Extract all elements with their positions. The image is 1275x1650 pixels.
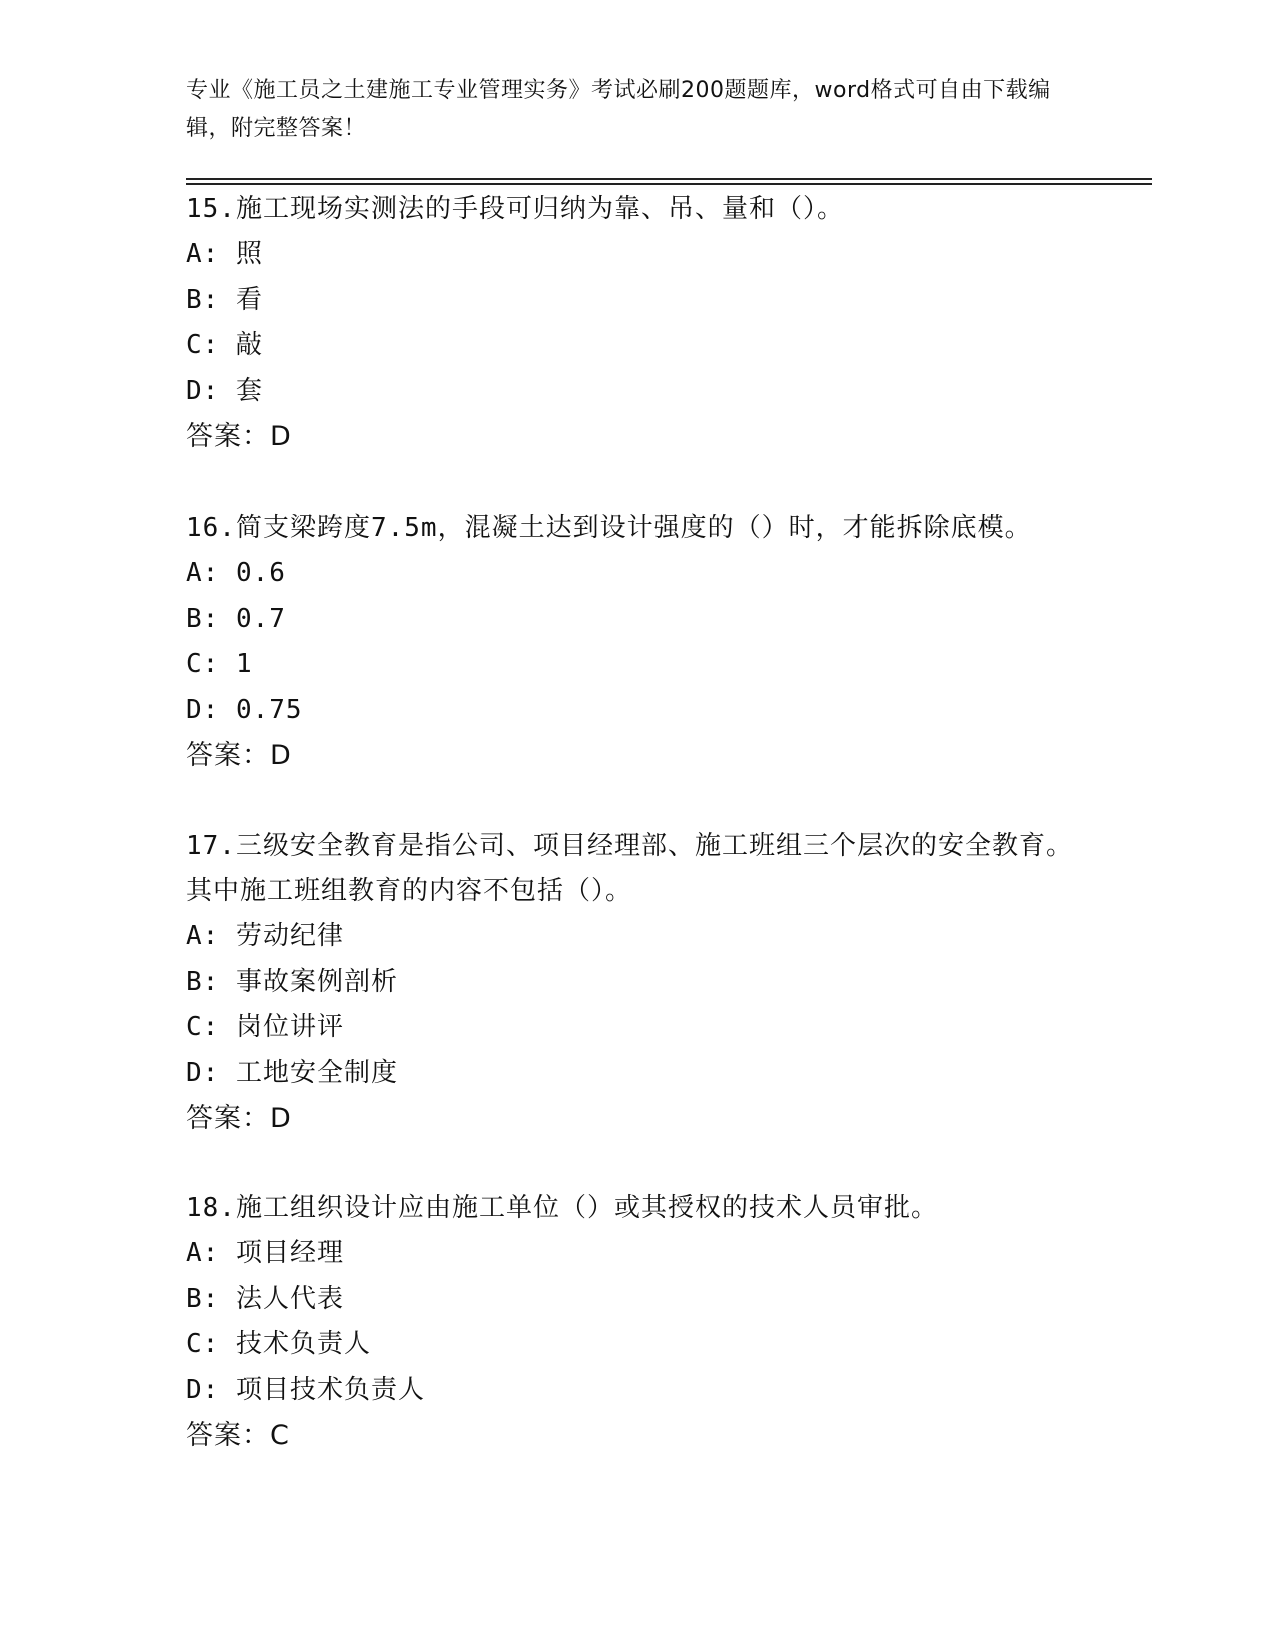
option-c: C: 技术负责人 [186,1329,371,1359]
question-stem: 15.施工现场实测法的手段可归纳为靠、吊、量和（）。 [186,194,844,224]
option-d: D: 0.75 [186,694,303,725]
option-b: B: 0.7 [186,603,286,634]
answer-line: 答案：D [186,740,292,771]
option-b: B: 法人代表 [186,1283,344,1314]
option-a: A: 劳动纪律 [186,921,344,951]
header-divider-top [186,178,1152,180]
option-c: C: 1 [186,649,253,679]
option-a: A: 项目经理 [186,1238,344,1268]
option-a: A: 0.6 [186,558,286,588]
option-d: D: 工地安全制度 [186,1057,398,1088]
option-a: A: 照 [186,239,263,269]
header-divider-bottom [186,183,1152,185]
option-b: B: 看 [186,284,263,315]
answer-line: 答案：D [186,1103,292,1134]
document-header: 专业《施工员之土建施工专业管理实务》考试必刷200题题库，word格式可自由下载编辑，附完整答案！ [186,78,1051,141]
option-c: C: 岗位讲评 [186,1012,344,1042]
option-d: D: 项目技术负责人 [186,1374,425,1405]
option-b: B: 事故案例剖析 [186,966,398,997]
answer-line: 答案：D [186,421,292,452]
question-stem: 17.三级安全教育是指公司、项目经理部、施工班组三个层次的安全教育。其中施工班组教育的内容不包括（）。 [186,831,1073,906]
question-17 [186,824,1186,1141]
question-stem: 16.简支梁跨度7.5m，混凝土达到设计强度的（）时，才能拆除底模。 [186,513,1032,543]
option-c: C: 敲 [186,330,263,360]
option-d: D: 套 [186,375,263,406]
answer-line: 答案：C [186,1420,290,1451]
question-stem: 18.施工组织设计应由施工单位（）或其授权的技术人员审批。 [186,1193,938,1223]
question-16 [186,506,1186,778]
question-18 [186,1186,1186,1458]
question-15 [186,187,1186,459]
